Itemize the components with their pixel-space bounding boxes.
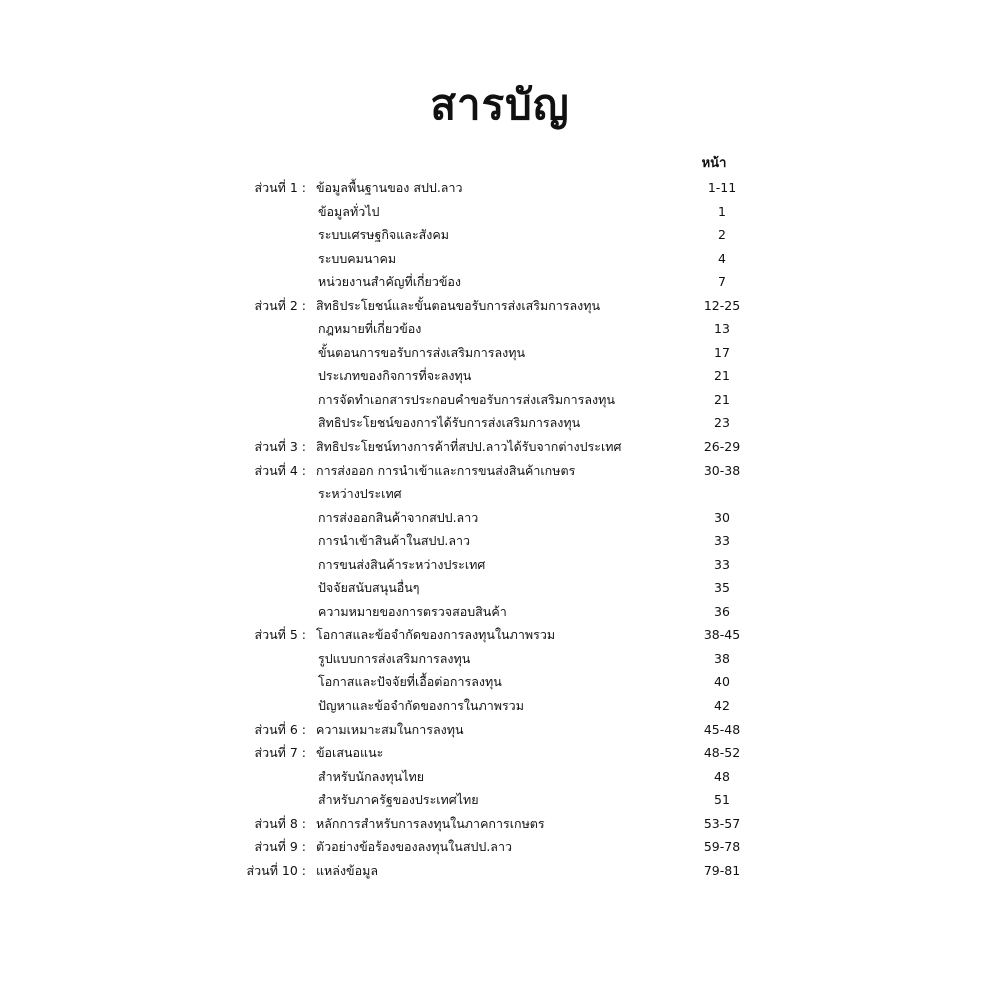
table-of-contents — [0, 176, 1000, 882]
toc-subitem-row — [0, 411, 1000, 435]
entry-title: โอกาสและข้อจำกัดของการลงทุนในภาพรวม — [316, 627, 556, 643]
section-number: ส่วนที่ 2 : — [254, 297, 306, 313]
section-number: ส่วนที่ 6 : — [254, 721, 306, 737]
toc-subitem-row — [0, 788, 1000, 812]
entry-title: ปัจจัยสนับสนุนอื่นๆ — [318, 580, 420, 596]
entry-title: หน่วยงานสำคัญที่เกี่ยวข้อง — [318, 274, 462, 290]
toc-subitem-row — [0, 600, 1000, 624]
entry-title: ตัวอย่างข้อร้องของลงทุนในสปป.ลาว — [316, 839, 512, 855]
page-number: 30 — [714, 509, 730, 525]
toc-section-row — [0, 623, 1000, 647]
page-number: 4 — [718, 250, 726, 266]
page-number: 2 — [718, 227, 726, 243]
entry-title: การส่งออกสินค้าจากสปป.ลาว — [318, 509, 479, 525]
page-number: 30-38 — [703, 462, 741, 478]
toc-subitem-row — [0, 364, 1000, 388]
toc-subitem-row — [0, 529, 1000, 553]
toc-subitem-row — [0, 576, 1000, 600]
page-number: 13 — [714, 321, 730, 337]
entry-title: ระบบคมนาคม — [318, 250, 397, 266]
toc-subitem-row — [0, 647, 1000, 671]
page-number: 79-81 — [703, 862, 741, 878]
section-number: ส่วนที่ 1 : — [254, 180, 306, 195]
section-number: ส่วนที่ 10 : — [246, 862, 306, 878]
toc-section-row — [0, 835, 1000, 859]
toc-section-row — [0, 741, 1000, 765]
page-number: 33 — [714, 533, 730, 549]
entry-title: ปัญหาและข้อจำกัดของการในภาพรวม — [318, 698, 524, 714]
toc-subitem-row — [0, 506, 1000, 530]
entry-title: สิทธิประโยชน์ทางการค้าที่สปป.ลาวได้รับจากต่างประเทศ — [316, 439, 622, 455]
toc-section-row — [0, 812, 1000, 836]
toc-section-row — [0, 859, 1000, 883]
toc-subitem-row — [0, 223, 1000, 247]
section-number: ส่วนที่ 4 : — [254, 462, 306, 478]
page-number: 1 — [718, 203, 726, 219]
page-number: 7 — [718, 274, 726, 290]
page-number: 21 — [714, 391, 730, 407]
page-number: 12-25 — [703, 297, 741, 313]
entry-title: ขั้นตอนการขอรับการส่งเสริมการลงทุน — [318, 344, 526, 360]
section-number: ส่วนที่ 3 : — [254, 439, 306, 455]
entry-title: ข้อมูลทั่วไป — [318, 203, 380, 219]
page-number: 33 — [714, 556, 730, 572]
page-number: 59-78 — [703, 839, 741, 855]
page-number: 53-57 — [703, 815, 741, 831]
entry-title: ความหมายของการตรวจสอบสินค้า — [318, 603, 507, 619]
toc-subitem-row — [0, 317, 1000, 341]
entry-title: สิทธิประโยชน์ของการได้รับการส่งเสริมการลงทุน — [318, 415, 581, 431]
entry-title: ข้อมูลพื้นฐานของ สปป.ลาว — [316, 180, 463, 195]
section-number: ส่วนที่ 5 : — [254, 627, 306, 643]
section-number: ส่วนที่ 9 : — [254, 839, 306, 855]
section-number: ส่วนที่ 8 : — [254, 815, 306, 831]
entry-title: แหล่งข้อมูล — [316, 862, 379, 878]
page-number: 1-11 — [707, 180, 737, 195]
entry-title: สำหรับนักลงทุนไทย — [318, 768, 425, 784]
toc-subitem-row — [0, 765, 1000, 789]
page-number: 42 — [714, 698, 730, 714]
page-number: 35 — [714, 580, 730, 596]
page-number: 51 — [714, 792, 730, 808]
toc-subitem-row — [0, 482, 1000, 506]
entry-title: ข้อเสนอแนะ — [316, 745, 384, 761]
entry-title: การขนส่งสินค้าระหว่างประเทศ — [318, 556, 486, 572]
toc-section-row — [0, 459, 1000, 483]
entry-title: ระบบเศรษฐกิจและสังคม — [318, 227, 450, 243]
page-title: สารบัญ — [430, 80, 570, 129]
toc-subitem-row — [0, 670, 1000, 694]
toc-subitem-row — [0, 694, 1000, 718]
entry-title: การส่งออก การนำเข้าและการขนส่งสินค้าเกษตร — [316, 462, 576, 478]
toc-subitem-row — [0, 553, 1000, 577]
page-number: 23 — [714, 415, 730, 431]
entry-title: สิทธิประโยชน์และขั้นตอนขอรับการส่งเสริมการลงทุน — [316, 297, 601, 313]
entry-title: หลักการสำหรับการลงทุนในภาคการเกษตร — [316, 815, 545, 831]
page-number: 38 — [714, 650, 730, 666]
section-number: ส่วนที่ 7 : — [254, 745, 306, 761]
toc-subitem-row — [0, 388, 1000, 412]
entry-title: รูปแบบการส่งเสริมการลงทุน — [318, 650, 471, 666]
toc-section-row — [0, 294, 1000, 318]
page-number: 26-29 — [703, 439, 741, 455]
entry-title: การจัดทำเอกสารประกอบคำขอรับการส่งเสริมการลงทุน — [318, 391, 615, 407]
page-number: 38-45 — [703, 627, 741, 643]
entry-title: ประเภทของกิจการที่จะลงทุน — [318, 368, 472, 384]
toc-section-row — [0, 718, 1000, 742]
page-number: 40 — [714, 674, 730, 690]
toc-subitem-row — [0, 247, 1000, 271]
page-number: 21 — [714, 368, 730, 384]
page-number: 45-48 — [703, 721, 741, 737]
toc-subitem-row — [0, 341, 1000, 365]
toc-subitem-row — [0, 200, 1000, 224]
page-number: 36 — [714, 603, 730, 619]
entry-title: การนำเข้าสินค้าในสปป.ลาว — [318, 533, 471, 549]
entry-title: ระหว่างประเทศ — [318, 486, 402, 502]
toc-subitem-row — [0, 270, 1000, 294]
toc-section-row — [0, 176, 1000, 200]
entry-title: สำหรับภาครัฐของประเทศไทย — [318, 792, 479, 808]
entry-title: ความเหมาะสมในการลงทุน — [316, 721, 464, 737]
entry-title: โอกาสและปัจจัยที่เอื้อต่อการลงทุน — [318, 674, 502, 690]
page-number: 17 — [714, 344, 730, 360]
page-column-header: หน้า — [701, 156, 727, 171]
page-number: 48 — [714, 768, 730, 784]
toc-section-row — [0, 435, 1000, 459]
page-number: 48-52 — [703, 745, 741, 761]
entry-title: กฎหมายที่เกี่ยวข้อง — [318, 321, 422, 337]
